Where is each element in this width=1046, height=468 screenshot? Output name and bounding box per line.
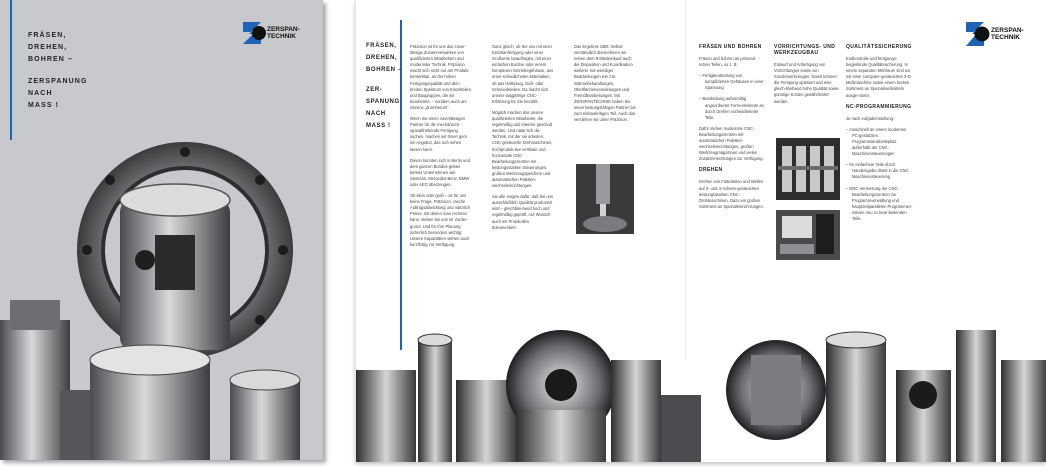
text-column-5 xyxy=(774,44,840,110)
text-column-6 xyxy=(846,44,914,227)
text-column-2 xyxy=(492,44,554,236)
side-tagline-line: NACH xyxy=(366,111,386,117)
paragraph: Das Ergebnis zählt: Selbst-verständlich übernehmen wir neben dem Rohteileinkauf auch die Disposition und Koordination weiterer not-wendiger Bearbeitungen wie z.B. Wärmebehandlungen, Oberflächenveredelungen und Fremdbearbeitungen. Mit ZERSPANTECHNIK haben Sie einen leistungsfähigen Partner bis zum einbaufertigen Teil. Auch das verstehen wir unter Präzision. xyxy=(574,44,636,123)
cover-product-photo xyxy=(0,140,323,460)
section-heading: NC-PROGRAMMIERUNG xyxy=(846,103,912,110)
section-heading: VORRICHTUNGS- UND WERKZEUGBAU xyxy=(774,44,836,56)
side-tagline-line: DREHEN, xyxy=(366,55,398,61)
cover-tagline-line: BOHREN – xyxy=(28,56,73,63)
section-heading: FRÄSEN UND BOHREN xyxy=(699,44,762,50)
paragraph: Wenn Sie einen zuverlässigen Partner für die mechanisch-spanabhebende Fertigung suchen, machen wir Ihnen gern ein Angebot, das sich sehen lassen kann. xyxy=(410,116,468,152)
paragraph: Endkontrolle und fertigungs-begleitende Qualitätssicherung. In einem separaten Meßraum sind wir mit einer computer-gesteuerten 3-D-Meßmaschine sowie einem breiten Sortiment an Spezialmeßmitteln ausge-rüstet. xyxy=(846,56,912,98)
bullet-list xyxy=(846,127,914,222)
machined-parts-photo xyxy=(356,300,1046,462)
paragraph: Je nach Aufgabenstellung: xyxy=(846,115,895,121)
side-tagline-line: SPANUNG xyxy=(366,99,400,105)
cover-tagline-line: ZERSPANUNG xyxy=(28,78,88,85)
logo-text: TECHNIK xyxy=(991,34,1020,41)
text-column-4 xyxy=(699,44,767,215)
cover-tagline-line: MASS ! xyxy=(28,102,60,109)
side-tagline xyxy=(366,40,406,132)
cover-tagline-line: DREHEN, xyxy=(28,44,68,51)
fixture-photo xyxy=(776,138,840,200)
machining-photo xyxy=(576,164,634,234)
list-item: – Fertigbearbeitung von komplizierten Gehäusen in einer Spannung xyxy=(699,73,767,91)
text-column-3 xyxy=(574,44,636,128)
side-tagline-line: ZER- xyxy=(366,87,383,93)
paragraph: Ob klein oder groß – ist für uns keine Frage. Präzision, rasche Auftragsabwicklung und natürlich Preise, mit denen man rechnen kann, stehen bei uns im Vorder-grund. Und für Ihre Planung sicherlich besonders wichtig: Unsere Kapazitäten stehen auch kurzfristig zur Verfügung. xyxy=(410,193,471,247)
cover-tagline xyxy=(28,30,168,112)
list-item: – maschinell an einem modernen PC-gestützten Programmierarbeitsplatz außerhalb der CNC-Maschinensteuerungen xyxy=(846,127,914,157)
paragraph: Dafür stehen modernste CNC-Bearbeitungszentren mit automatischen Paletten-wechseleinrichtungen, großen Werkzeugmagazinen und vielen Zusatzeinrichtungen zur Verfügung. xyxy=(699,125,764,162)
side-tagline-line: FRÄSEN, xyxy=(366,43,397,49)
section-heading: DREHEN xyxy=(699,167,723,174)
logo-text: ZERSPAN- xyxy=(991,27,1024,34)
cover-tagline-line: NACH xyxy=(28,90,53,97)
paragraph: Sie alle sorgen dafür, daß bei uns ausschließlich Qualität produziert wird – gleichblei-bend hoch und regelmäßig geprüft. Auf Wunsch auch mit Protokollen dokumentiert. xyxy=(492,194,553,230)
measuring-machine-photo xyxy=(776,210,840,260)
paragraph: Fräsen und bohren an prismati-schen Teilen, so z. B. xyxy=(699,56,757,68)
paragraph: Möglich machen das unsere qualifizierten Mitarbeiter, die regelmäßig und intensiv geschult werden. Und natür-lich die Technik, mit der sie arbeiten. CNC-gesteuerte Drehmaschinen, hochproduk-tive vertikale und horizontale CNC-Bearbeitungszentren mit leistungsstarken Steuerungen, großen Werkzeugspeichern und automatischen Paletten-wechseleinrichtungen. xyxy=(492,109,553,189)
list-item: – Bearbeitung außermittig angeordneter Form-elemente an durch Drehen vorbearbeiteter Teile. xyxy=(699,96,767,120)
brochure-cover xyxy=(0,0,323,460)
brochure-inner-spread xyxy=(355,0,1046,462)
side-tagline-line: BOHREN – xyxy=(366,67,402,73)
bullet-list xyxy=(699,73,767,121)
zerspantechnik-logo xyxy=(964,20,1034,48)
section-heading: QUALITÄTSSICHERUNG xyxy=(846,44,912,50)
side-tagline-line: MASS ! xyxy=(366,123,391,129)
logo-text: ZERSPAN- xyxy=(267,26,300,33)
zerspantechnik-logo xyxy=(241,20,309,46)
paragraph: Ganz gleich, ob Sie uns mit einer Einzelanfertigung oder einer Großserie beauftragen, mit einer einfachen Buchse oder einem komplexen Getriebegehäuse, aus unter-schiedlichsten Materialien, ob aus Halbzeug, Guß- oder Schmiedeteilen. Da macht sich unsere langjährige CNC-Erfahrung für Sie bezahlt. xyxy=(492,44,554,104)
text-column-1 xyxy=(410,44,472,253)
logo-text: TECHNIK xyxy=(267,33,296,40)
paragraph: Drehen von Futterteilen und Wellen auf 3- und 4-Achsen-gesteuerten leistungsstarken CNC-Drehmaschinen. Dazu ein großes Sortiment an Spezialeinrich-tungen. xyxy=(699,179,764,209)
paragraph: Davon konnten sich in Berlin und dem ganzen Bundes-gebiet bereits Unternehmen wie Siemens, Mercedes-Benz, BMW oder AEG überzeugen. xyxy=(410,157,470,187)
paragraph: Präzision ist für uns das zuver-lässige Zusammenwirken von qualifizierten Mitarbeitern und modernster Technik. Präzision macht sich nicht nur am Produkt bemerkbar, an der hohen Fertigungsqualität und dem breiten Spektrum von Einzelteilen und Baugruppen, die wir bearbeiten, – sondern auch am Service „drumherum“. xyxy=(410,44,471,110)
paragraph: Entwurf und Anfertigung von Vorrichtungen sowie von Sonderwerkzeugen. Damit können die Fertigung optimiert und eine gleich-bleibend hohe Qualität sowie günstige Kosten gewährleistet werden. xyxy=(774,62,839,104)
list-item: – für einfachere Teile durch Handeingabe direkt in die CNC-Maschinensteuerung xyxy=(846,162,914,180)
cover-tagline-line: FRÄSEN, xyxy=(28,32,67,39)
list-item: – DNC-Vernetzung der CNC-Bearbeitungszentren zur Programmverwaltung und hauptzeitparallelen Programmier-nahme neu zu bear-beitenden Teile. xyxy=(846,186,914,223)
